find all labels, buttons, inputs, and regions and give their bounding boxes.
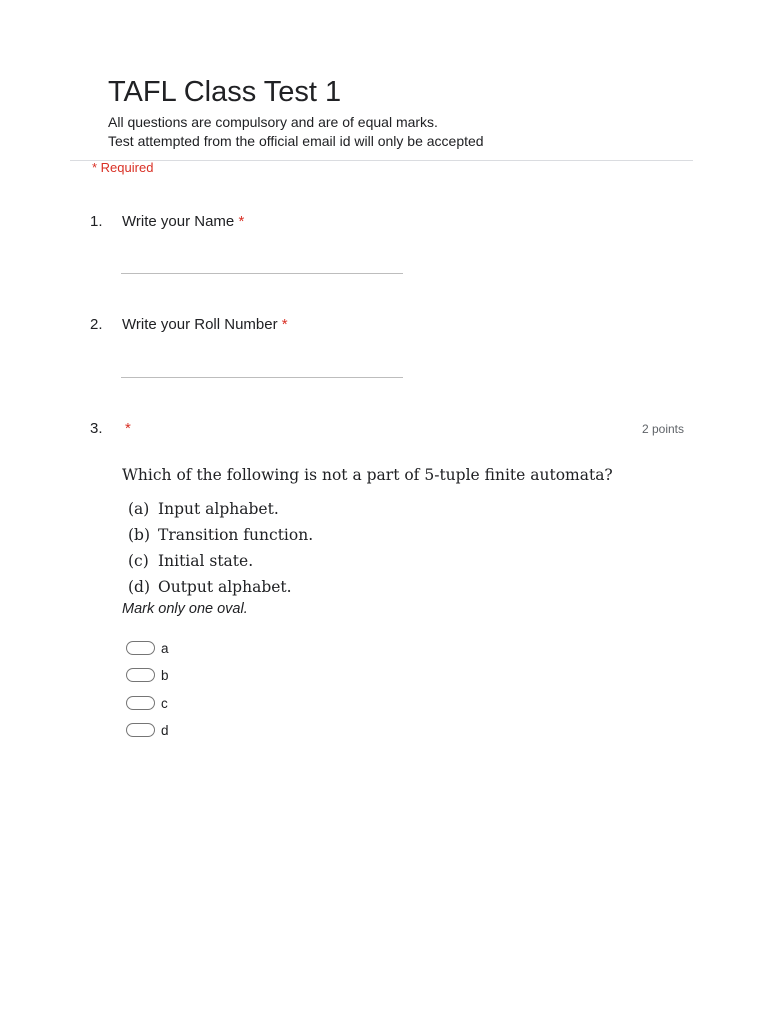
required-asterisk: * bbox=[281, 316, 288, 333]
question-1-text bbox=[122, 213, 244, 230]
question-1-number: 1. bbox=[90, 213, 103, 230]
question-3-stem: Which of the following is not a part of 5-tuple finite automata? bbox=[122, 466, 613, 484]
question-3-number: 3. bbox=[90, 420, 103, 437]
required-note: * Required bbox=[92, 160, 154, 175]
choice-a bbox=[128, 496, 613, 522]
description-line: All questions are compulsory and are of equal marks. bbox=[108, 114, 438, 130]
oval-radio[interactable] bbox=[126, 696, 155, 710]
option-label: b bbox=[161, 667, 169, 683]
question-1-label: Write your Name bbox=[122, 213, 235, 230]
description-line: Test attempted from the official email id will only be accepted bbox=[108, 133, 484, 149]
choice-b bbox=[128, 522, 613, 548]
question-3-image-text bbox=[122, 464, 613, 600]
choice-label: (d) bbox=[128, 578, 151, 596]
name-input[interactable] bbox=[121, 273, 403, 274]
oval-radio[interactable] bbox=[126, 641, 155, 655]
choice-text: Input alphabet. bbox=[158, 500, 279, 518]
option-label: a bbox=[161, 640, 169, 656]
roll-number-input[interactable] bbox=[121, 377, 403, 378]
option-c[interactable] bbox=[126, 694, 168, 712]
choice-label: (b) bbox=[128, 526, 151, 544]
question-3-required bbox=[125, 420, 131, 437]
question-2-text bbox=[122, 316, 288, 333]
choice-label: (c) bbox=[128, 552, 149, 570]
question-3-points: 2 points bbox=[641, 422, 684, 436]
choice-text: Output alphabet. bbox=[158, 578, 292, 596]
required-asterisk: * bbox=[238, 213, 245, 230]
choice-text: Initial state. bbox=[158, 552, 254, 570]
option-label: c bbox=[161, 695, 168, 711]
choice-label: (a) bbox=[128, 500, 150, 518]
oval-radio[interactable] bbox=[126, 723, 155, 737]
question-3-instruction: Mark only one oval. bbox=[122, 601, 248, 617]
oval-radio[interactable] bbox=[126, 668, 155, 682]
header-divider bbox=[70, 160, 693, 161]
option-label: d bbox=[161, 722, 169, 738]
option-a[interactable] bbox=[126, 639, 169, 657]
question-2-number: 2. bbox=[90, 316, 103, 333]
option-b[interactable] bbox=[126, 666, 169, 684]
option-d[interactable] bbox=[126, 721, 169, 739]
choice-text: Transition function. bbox=[158, 526, 314, 544]
required-asterisk: * bbox=[125, 420, 131, 437]
choice-c bbox=[128, 548, 613, 574]
form-description bbox=[108, 113, 484, 151]
question-2-label: Write your Roll Number bbox=[122, 316, 278, 333]
form-title: TAFL Class Test 1 bbox=[108, 76, 342, 108]
choice-d bbox=[128, 574, 613, 600]
